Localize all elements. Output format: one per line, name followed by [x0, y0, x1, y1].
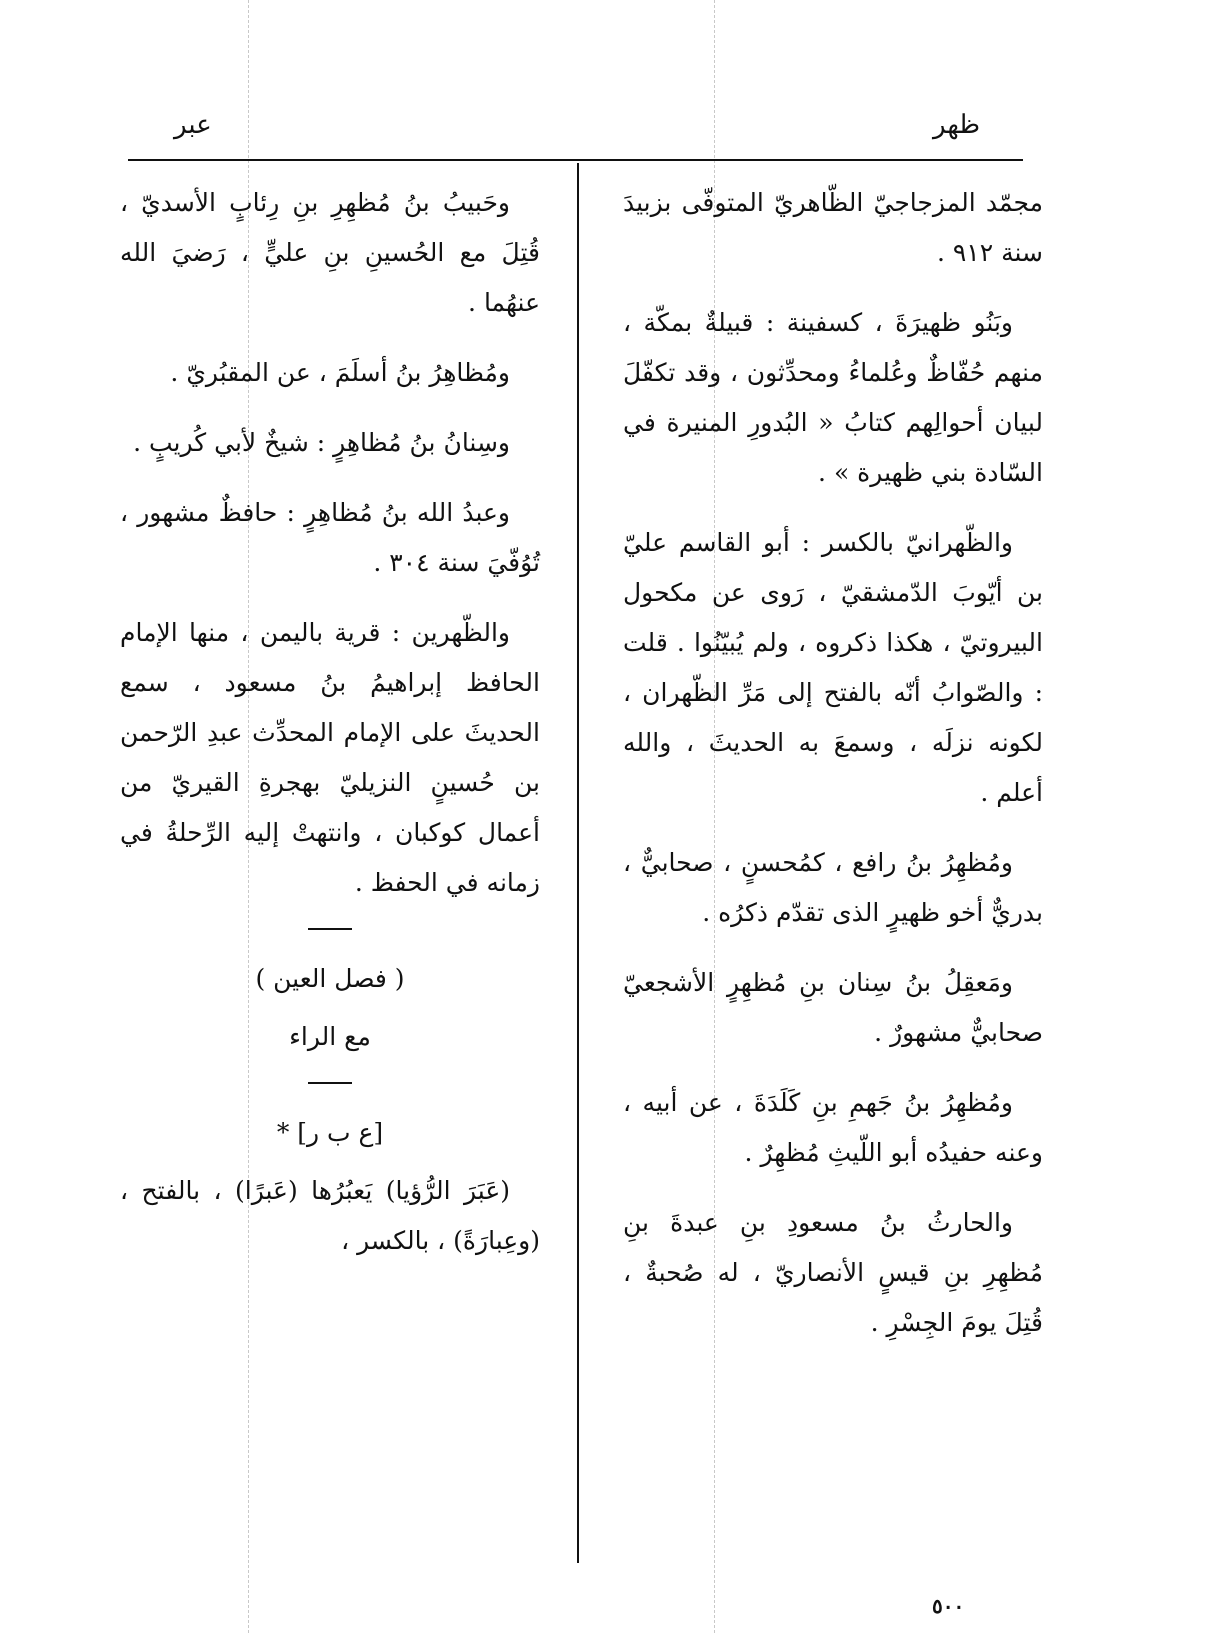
- paragraph: وسِنانُ بنُ مُظاهِرٍ : شيخٌ لأبي كُريبٍ .: [133, 428, 510, 457]
- paragraph: والحارثُ بنُ مسعودِ بنِ عبدةَ بنِ مُظهِرِ بنِ قيسٍ الأنصاريّ ، له صُحبةٌ ، قُتِلَ يومَ الجِسْرِ .: [623, 1208, 1043, 1337]
- paragraph: ومَعقِلُ بنُ سِنان بنِ مُظهِرٍ الأشجعيّ صحابيٌّ مشهورٌ .: [623, 968, 1043, 1047]
- paragraph: ومُظاهِرُ بنُ أسلَمَ ، عن المقبُريّ .: [170, 358, 510, 387]
- paragraph: وعبدُ الله بنُ مُظاهِرٍ : حافظٌ مشهور ، تُوُفّيَ سنة ٣٠٤ .: [120, 498, 540, 577]
- column-divider: [577, 163, 579, 1563]
- header-left-word: عبر: [174, 110, 212, 140]
- paragraph: والظّهرين : قرية باليمن ، منها الإمام الحافظ إبراهيمُ بنُ مسعود ، سمع الحديثَ على الإمام المحدِّث عبدِ الرّحمن بن حُسينٍ النزيليّ بهجرةِ القيريّ من أعمال كوكبان ، وانتهتْ إليه الرِّحلةُ في زمانه في الحفظ .: [120, 618, 540, 897]
- header-rule: [128, 159, 1023, 161]
- left-column: [120, 178, 540, 1286]
- root-heading: [ع ب ر] *: [276, 1118, 384, 1147]
- header-right-word: ظهر: [933, 110, 981, 140]
- paragraph: مجمّد المزجاجيّ الظّاهريّ المتوفّى بزبيدَ سنة ٩١٢ .: [623, 188, 1043, 267]
- paragraph: ومُظهِرُ بنُ رافع ، كمُحسنٍ ، صحابيٌّ ، بدريٌّ أخو ظهيرٍ الذى تقدّم ذكرُه .: [623, 848, 1043, 927]
- right-column: [623, 178, 1043, 1368]
- paragraph: وبَنُو ظهيرَةَ ، كسفينة : قبيلةٌ بمكّة ، منهم حُفّاظٌ وعُلماءُ ومحدِّثون ، وقد تكفّلَ لبيان أحوالِهم كتابُ « البُدورِ المنيرة في السّادة بني ظهيرة » .: [623, 308, 1043, 487]
- section-subtitle: مع الراء: [289, 1022, 371, 1051]
- page-number: ٥٠٠: [932, 1594, 965, 1618]
- paragraph: وحَبيبُ بنُ مُظهِرِ بنِ رِئابٍ الأسديّ ، قُتِلَ مع الحُسينِ بنِ عليٍّ ، رَضيَ الله عنهُما .: [120, 188, 540, 317]
- paragraph: والظّهرانيّ بالكسر : أبو القاسم عليّ بن أيّوبَ الدّمشقيّ ، رَوى عن مكحول البيروتيّ ، هكذا ذكروه ، ولم يُبيّنُوا . قلت : والصّوابُ أنّه بالفتح إلى مَرِّ الظّهران ، لكونه نزلَه ، وسمعَ به الحديثَ ، والله أعلم .: [623, 528, 1043, 807]
- section-rule: [308, 1082, 352, 1084]
- section-title: ( فصل العين ): [255, 964, 405, 993]
- paragraph: (عَبَرَ الرُّؤيا) يَعبُرُها (عَبرًا) ، بالفتح ، (وعِبارَةً) ، بالكسر ،: [120, 1176, 540, 1255]
- paragraph: ومُظهِرُ بنُ جَهمِ بنِ كَلَدَةَ ، عن أبيه ، وعنه حفيدُه أبو اللّيثِ مُظهِرٌ .: [623, 1088, 1043, 1167]
- section-rule: [308, 928, 352, 930]
